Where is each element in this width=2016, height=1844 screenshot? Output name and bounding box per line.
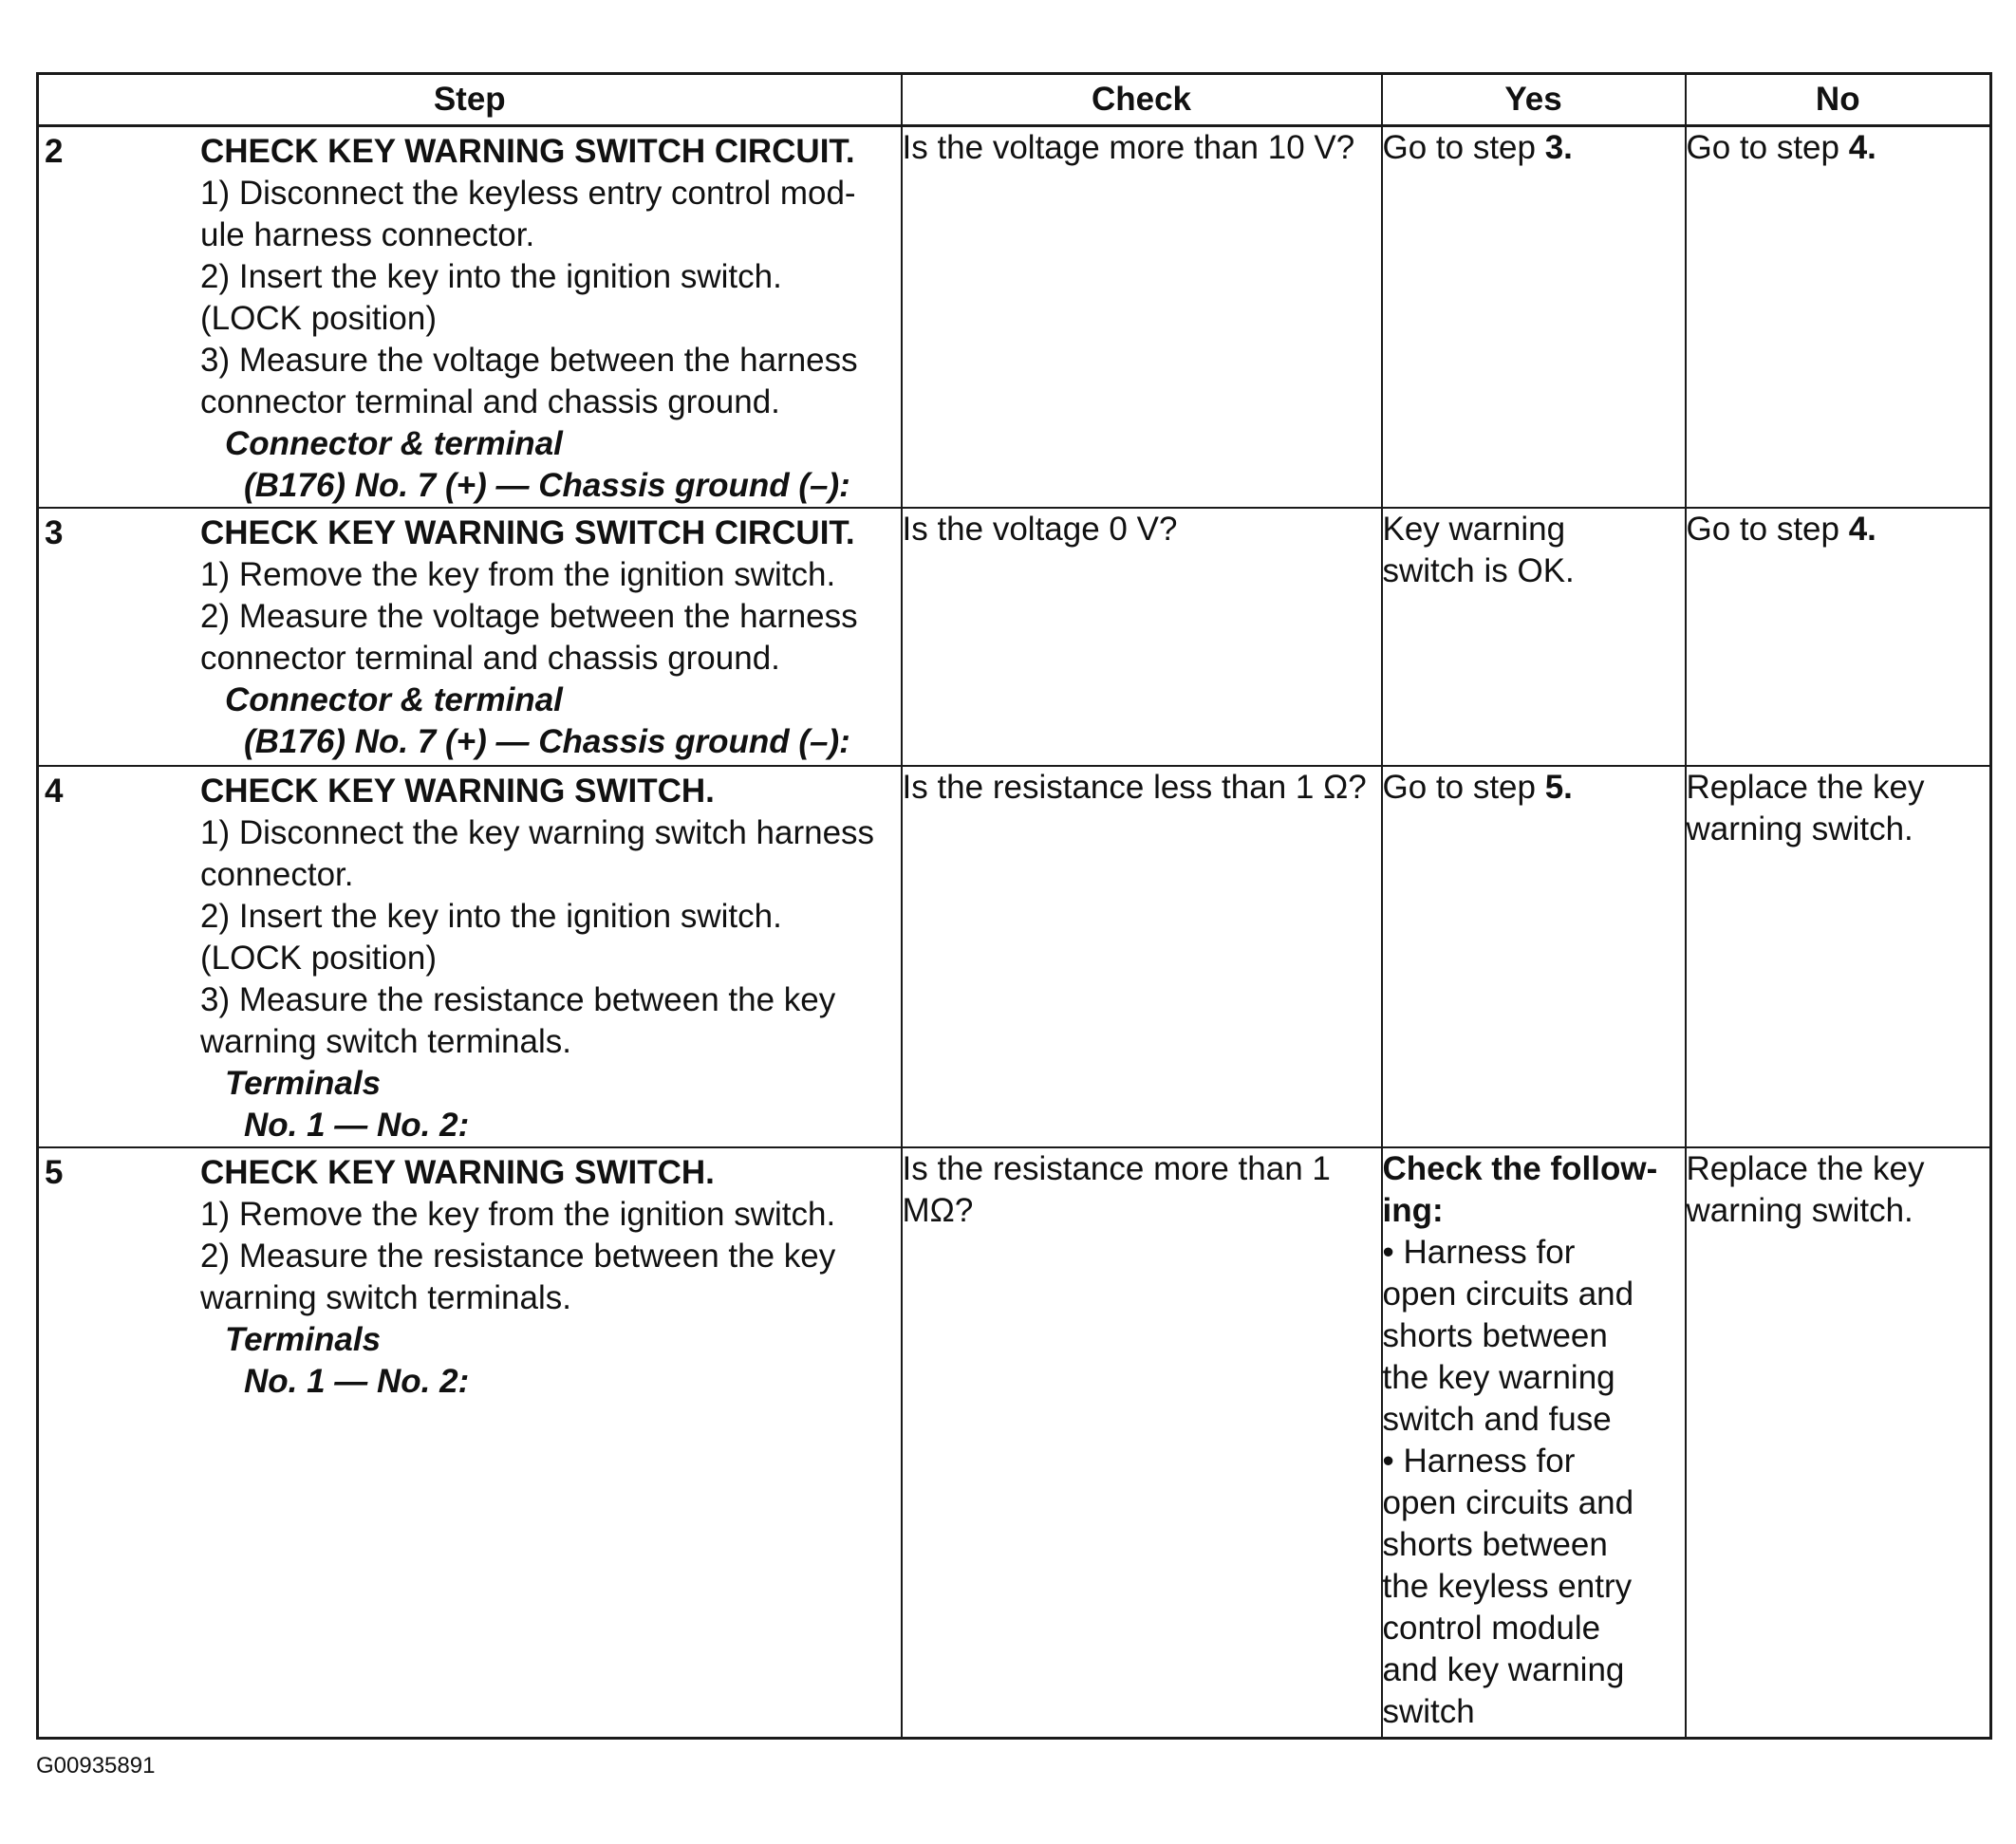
step-number: 3 [45,514,64,551]
table-row [38,766,1991,1147]
no-cell [1686,1147,1991,1738]
connector-value: (B176) No. 7 (+) — Chassis ground (–): [244,723,850,760]
yes-text: control module [1382,1610,1601,1647]
yes-title: ing: [1382,1192,1444,1229]
no-text: Go to step [1686,511,1849,548]
yes-text: shorts between [1382,1526,1608,1563]
yes-cell [1382,766,1686,1147]
yes-text: the keyless entry [1382,1568,1633,1605]
step-title: CHECK KEY WARNING SWITCH. [200,1154,715,1191]
yes-text: • Harness for [1382,1234,1576,1271]
step-line: 3) Measure the resistance between the key [200,981,836,1018]
yes-text: and key warning [1382,1651,1625,1688]
check-cell [902,1147,1382,1738]
no-text: warning switch. [1686,1192,1913,1229]
no-text: Go to step [1686,129,1849,166]
yes-text: Go to step [1382,769,1545,806]
step-line: (LOCK position) [200,940,437,977]
step-cell [38,126,902,509]
figure-id: G00935891 [36,1753,156,1779]
step-line: 1) Remove the key from the ignition switch. [200,1196,836,1233]
table-row [38,1147,1991,1738]
yes-text: open circuits and [1382,1484,1634,1521]
yes-text: • Harness for [1382,1443,1576,1480]
yes-step-ref: 3. [1544,129,1573,166]
yes-cell [1382,508,1686,766]
step-cell [38,1147,902,1738]
no-text: Replace the key [1686,1150,1925,1187]
yes-step-ref: 5. [1544,769,1573,806]
check-text: MΩ? [902,1192,974,1229]
step-number: 2 [45,133,64,170]
step-number: 5 [45,1154,64,1191]
yes-title: Check the follow- [1382,1150,1658,1187]
step-line: 1) Disconnect the keyless entry control mod- [200,175,856,212]
check-text: Is the resistance less than 1 Ω? [902,769,1367,806]
header-row [38,74,1991,126]
step-number: 4 [45,773,64,810]
header-no: No [1686,74,1991,126]
header-step: Step [38,74,902,126]
check-text: Is the voltage more than 10 V? [902,129,1355,166]
terminals-value: No. 1 — No. 2: [244,1363,470,1400]
yes-text: switch [1382,1693,1475,1730]
connector-value: (B176) No. 7 (+) — Chassis ground (–): [244,467,850,504]
step-line: warning switch terminals. [200,1279,571,1316]
header-check: Check [902,74,1382,126]
step-line: connector. [200,856,354,893]
step-line: 2) Measure the resistance between the key [200,1238,836,1275]
yes-text: Key warning [1382,511,1566,548]
step-title: CHECK KEY WARNING SWITCH CIRCUIT. [200,133,855,170]
terminals-value: No. 1 — No. 2: [244,1107,470,1144]
connector-label: Connector & terminal [225,681,563,718]
header-yes: Yes [1382,74,1686,126]
table-row [38,508,1991,766]
no-text: warning switch. [1686,810,1913,847]
yes-text: shorts between [1382,1317,1608,1354]
no-text: Replace the key [1686,769,1925,806]
yes-text: open circuits and [1382,1276,1634,1313]
table-row [38,126,1991,509]
check-cell [902,508,1382,766]
no-step-ref: 4. [1848,511,1876,548]
step-title: CHECK KEY WARNING SWITCH. [200,773,715,810]
terminals-label: Terminals [225,1065,382,1102]
step-line: 2) Insert the key into the ignition switch. [200,258,782,295]
check-text: Is the resistance more than 1 [902,1150,1331,1187]
step-title: CHECK KEY WARNING SWITCH CIRCUIT. [200,514,855,551]
step-line: connector terminal and chassis ground. [200,383,780,420]
step-line: 3) Measure the voltage between the harness [200,342,858,379]
yes-text: Go to step [1382,129,1545,166]
no-cell [1686,508,1991,766]
step-line: 1) Remove the key from the ignition switch. [200,556,836,593]
step-line: 2) Measure the voltage between the harness [200,598,858,635]
yes-cell [1382,126,1686,509]
connector-label: Connector & terminal [225,425,563,462]
yes-text: switch is OK. [1382,552,1575,589]
yes-cell [1382,1147,1686,1738]
step-line: warning switch terminals. [200,1023,571,1060]
check-cell [902,766,1382,1147]
no-cell [1686,126,1991,509]
no-step-ref: 4. [1848,129,1876,166]
step-line: 1) Disconnect the key warning switch harness [200,814,875,851]
yes-text: the key warning [1382,1359,1615,1396]
step-cell [38,766,902,1147]
step-line: 2) Insert the key into the ignition switch. [200,898,782,935]
no-cell [1686,766,1991,1147]
diagnostic-table [36,72,1992,1740]
check-text: Is the voltage 0 V? [902,511,1178,548]
step-line: ule harness connector. [200,216,535,253]
check-cell [902,126,1382,509]
step-line: connector terminal and chassis ground. [200,640,780,677]
terminals-label: Terminals [225,1321,382,1358]
yes-text: switch and fuse [1382,1401,1612,1438]
step-line: (LOCK position) [200,300,437,337]
step-cell [38,508,902,766]
